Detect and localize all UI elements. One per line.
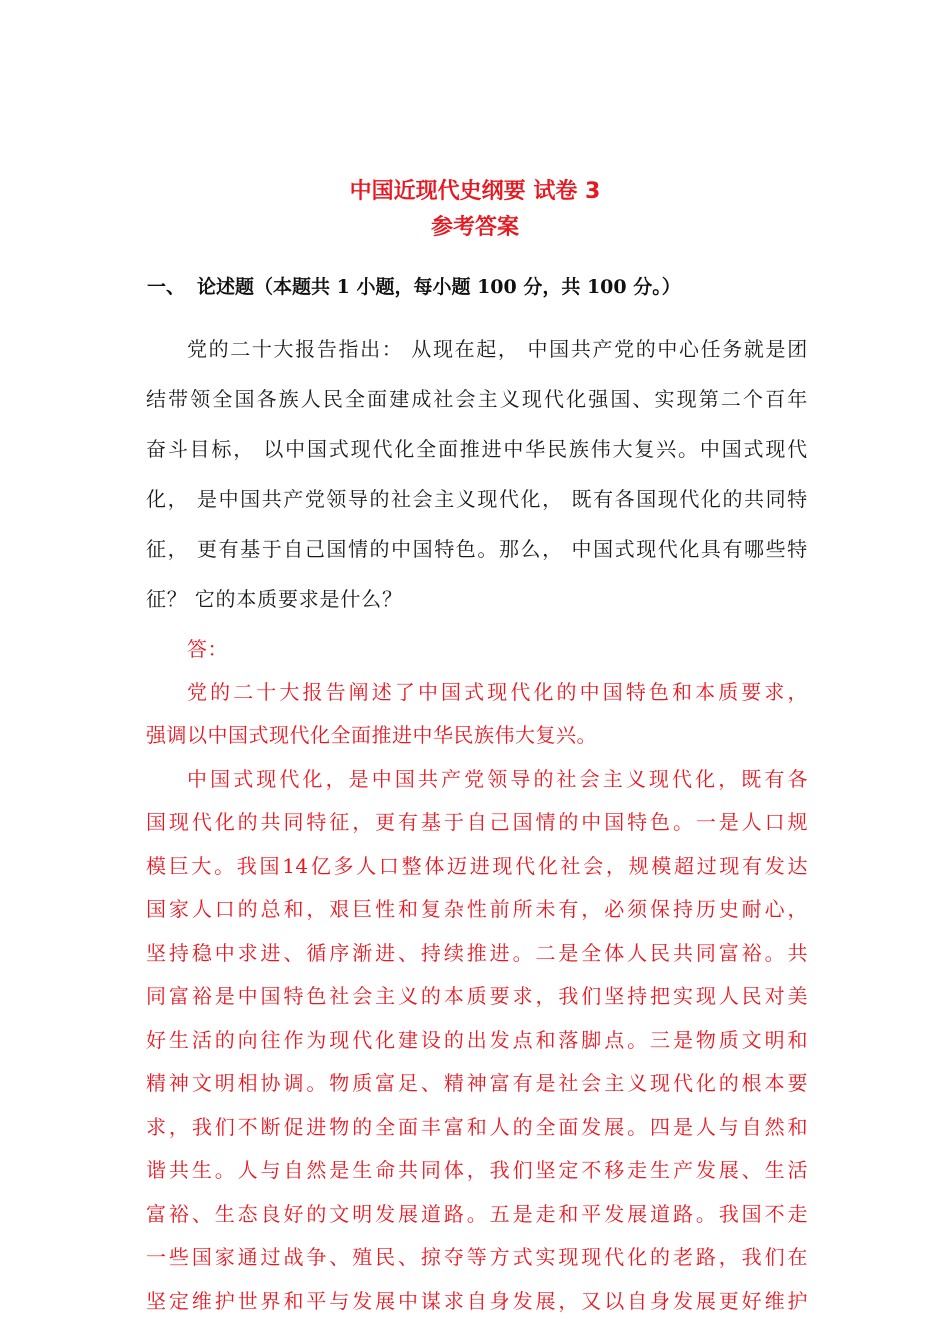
- answer-line: 好生活的向往作为现代化建设的出发点和落脚点。三是物质文明和: [146, 1028, 808, 1052]
- exam-title: 中国近现代史纲要 试卷 3: [349, 179, 601, 204]
- answer-line: 谐共生。人与自然是生命共同体，我们坚定不移走生产发展、生活: [146, 1158, 808, 1182]
- answer-line: 一些国家通过战争、殖民、掠夺等方式实现现代化的老路，我们在: [146, 1245, 808, 1269]
- section-heading-text: 论述题（本题共 1 小题，每小题 100 分，共 100 分。）: [197, 276, 681, 298]
- question-line: 结带领全国各族人民全面建成社会主义现代化强国、实现第二个百年: [146, 387, 808, 411]
- answer-line: 求，我们不断促进物的全面丰富和人的全面发展。四是人与自然和: [146, 1115, 808, 1139]
- answer-line: 党的二十大报告阐述了中国式现代化的中国特色和本质要求，: [187, 680, 808, 704]
- section-number: 一、: [147, 276, 186, 298]
- section-heading: [147, 272, 827, 302]
- question-line: 化， 是中国共产党领导的社会主义现代化， 既有各国现代化的共同特: [146, 487, 808, 511]
- answer-line: 国家人口的总和，艰巨性和复杂性前所未有，必须保持历史耐心，: [146, 897, 808, 921]
- answer-line: 同富裕是中国特色社会主义的本质要求，我们坚持把实现人民对美: [146, 984, 808, 1008]
- answer-line: 国现代化的共同特征，更有基于自己国情的中国特色。一是人口规: [146, 810, 808, 834]
- answer-line: 精神文明相协调。物质富足、精神富有是社会主义现代化的根本要: [146, 1071, 808, 1095]
- question-line: 征？ 它的本质要求是什么？: [146, 587, 403, 611]
- question-line: 征， 更有基于自己国情的中国特色。那么， 中国式现代化具有哪些特: [146, 537, 808, 561]
- answer-line: 模巨大。我国14亿多人口整体迈进现代化社会，规模超过现有发达: [146, 854, 808, 878]
- answer-line: 富裕、生态良好的文明发展道路。五是走和平发展道路。我国不走: [146, 1202, 808, 1226]
- answer-line: 坚定维护世界和平与发展中谋求自身发展，又以自身发展更好维护: [146, 1289, 808, 1313]
- question-line: 党的二十大报告指出： 从现在起， 中国共产党的中心任务就是团: [187, 337, 808, 361]
- question-line: 奋斗目标， 以中国式现代化全面推进中华民族伟大复兴。中国式现代: [146, 437, 808, 461]
- answer-line: 中国式现代化，是中国共产党领导的社会主义现代化，既有各: [187, 767, 808, 791]
- answer-line: 坚持稳中求进、循序渐进、持续推进。二是全体人民共同富裕。共: [146, 941, 808, 965]
- answer-line: 强调以中国式现代化全面推进中华民族伟大复兴。: [146, 723, 597, 747]
- answer-label: 答：: [187, 637, 228, 661]
- exam-subtitle: 参考答案: [430, 215, 519, 240]
